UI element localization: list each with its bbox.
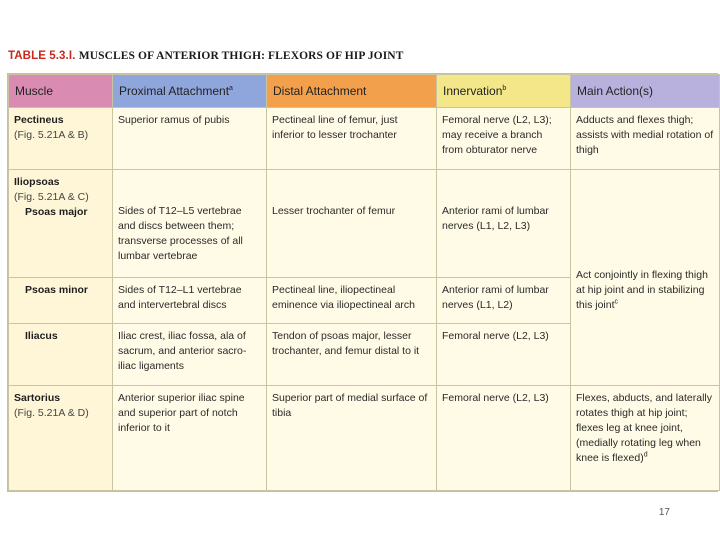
page-number: 17 (658, 507, 670, 518)
cell-muscle: Iliopsoas (Fig. 5.21A & C) Psoas major (9, 170, 113, 278)
cell-proximal: Superior ramus of pubis (113, 108, 267, 170)
header-main-actions: Main Action(s) (571, 75, 720, 108)
cell-distal: Superior part of medial surface of tibia (267, 386, 437, 491)
muscle-table (7, 73, 718, 492)
cell-innervation: Femoral nerve (L2, L3) (437, 386, 571, 491)
cell-muscle: Psoas minor (9, 278, 113, 324)
header-distal-attachment: Distal Attachment (267, 75, 437, 108)
cell-distal: Tendon of psoas major, lesser trochanter, and femur distal to it (267, 324, 437, 386)
header-proximal-attachment: Proximal Attachment$^a$ (113, 75, 267, 108)
cell-proximal: Sides of T12–L1 vertebrae and intervertebral discs (113, 278, 267, 324)
header-innervation: Innervation$^b$ (437, 75, 571, 108)
header-muscle: Muscle (9, 75, 113, 108)
cell-innervation: Anterior rami of lumbar nerves (L1, L2) (437, 278, 571, 324)
cell-muscle: Pectineus (Fig. 5.21A & B) (9, 108, 113, 170)
table-title-text: MUSCLES OF ANTERIOR THIGH: FLEXORS OF HIP JOINT (78, 50, 404, 62)
cell-proximal: Anterior superior iliac spine and superior part of notch inferior to it (113, 386, 267, 491)
table-row-sartorius (9, 386, 720, 491)
cell-action: Flexes, abducts, and laterally rotates thigh at hip joint; flexes leg at knee joint, (medially rotating leg when knee is flexed)$^d$ (571, 386, 720, 491)
table-title (8, 50, 403, 62)
cell-action-iliopsoas: Act conjointly in flexing thigh at hip joint and in stabilizing this joint$^c$ (571, 170, 720, 386)
cell-distal: Pectineal line, iliopectineal eminence via iliopectineal arch (267, 278, 437, 324)
cell-distal: Pectineal line of femur, just inferior to lesser trochanter (267, 108, 437, 170)
cell-action: Adducts and flexes thigh; assists with medial rotation of thigh (571, 108, 720, 170)
cell-muscle: Iliacus (9, 324, 113, 386)
cell-distal: Lesser trochanter of femur (267, 170, 437, 278)
cell-innervation: Anterior rami of lumbar nerves (L1, L2, L3) (437, 170, 571, 278)
cell-innervation: Femoral nerve (L2, L3) (437, 324, 571, 386)
cell-proximal: Sides of T12–L5 vertebrae and discs between them; transverse processes of all lumbar vertebrae (113, 170, 267, 278)
cell-innervation: Femoral nerve (L2, L3); may receive a branch from obturator nerve (437, 108, 571, 170)
table-header-row (9, 75, 720, 108)
table-row-psoas-major (9, 170, 720, 278)
table-row-pectineus (9, 108, 720, 170)
table-number: TABLE 5.3.I. (8, 50, 76, 62)
cell-proximal: Iliac crest, iliac fossa, ala of sacrum, and anterior sacro-iliac ligaments (113, 324, 267, 386)
cell-muscle: Sartorius (Fig. 5.21A & D) (9, 386, 113, 491)
